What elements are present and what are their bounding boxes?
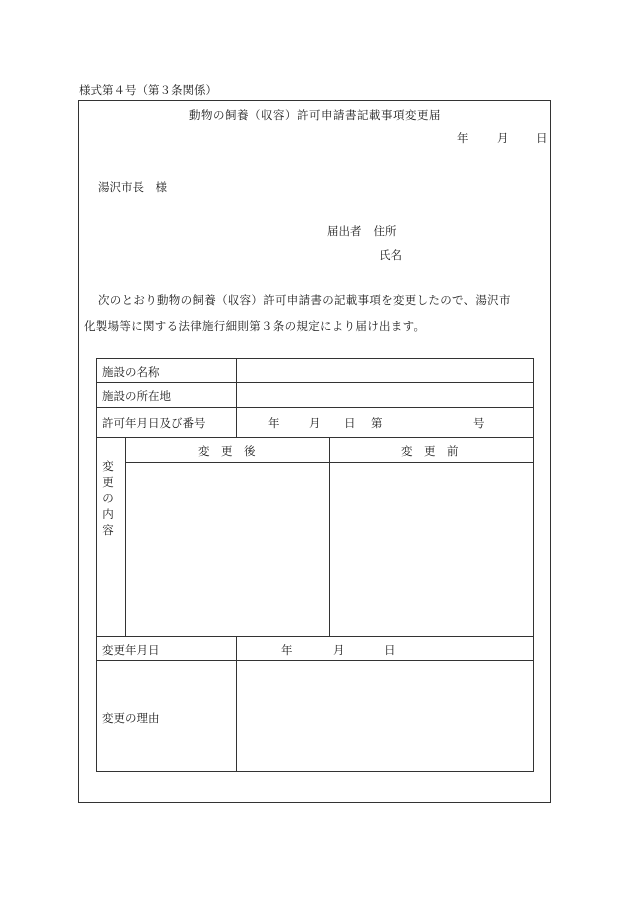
facility-name-label: 施設の名称 [102,365,160,379]
change-year-label: 年 [281,643,293,657]
addressee: 湯沢市長 様 [98,180,167,194]
table-row-divider [96,407,534,408]
change-content-label: 変 更 の 内 容 [102,459,114,537]
permit-year-label: 年 [268,416,280,430]
form-number-label: 様式第４号（第３条関係） [79,83,217,97]
change-reason-label: 変更の理由 [102,711,160,725]
table-col-divider [125,437,126,636]
permit-day-label: 日 [344,416,356,430]
table-col-divider [329,437,330,636]
permit-dai-label: 第 [371,416,383,430]
body-text-line-2: 化製場等に関する法律施行細則第３条の規定により届け出ます。 [84,319,426,333]
document-title: 動物の飼養（収容）許可申請書記載事項変更届 [189,108,441,122]
change-date-label: 変更年月日 [102,643,160,657]
permit-date-number-label: 許可年月日及び番号 [102,416,206,430]
applicant-address-row [327,223,397,239]
before-change-header: 変 更 前 [401,444,459,458]
table-row-divider [96,660,534,661]
date-year-label: 年 [457,131,469,145]
body-text-line-1: 次のとおり動物の飼養（収容）許可申請書の記載事項を変更したので、湯沢市 [98,293,511,307]
date-month-label: 月 [497,131,509,145]
table-col-divider [236,636,237,772]
change-day-label: 日 [384,643,396,657]
date-day-label: 日 [536,131,548,145]
table-col-divider [236,358,237,437]
applicant-label: 届出者 [327,224,362,238]
permit-month-label: 月 [309,416,321,430]
table-row-divider [96,437,534,438]
table-row-divider [96,636,534,637]
name-label: 氏名 [379,248,402,262]
table-row-divider [96,382,534,383]
facility-location-label: 施設の所在地 [102,389,171,403]
change-month-label: 月 [333,643,345,657]
address-label: 住所 [373,224,397,238]
after-change-header: 変 更 後 [198,444,256,458]
permit-go-label: 号 [473,416,485,430]
